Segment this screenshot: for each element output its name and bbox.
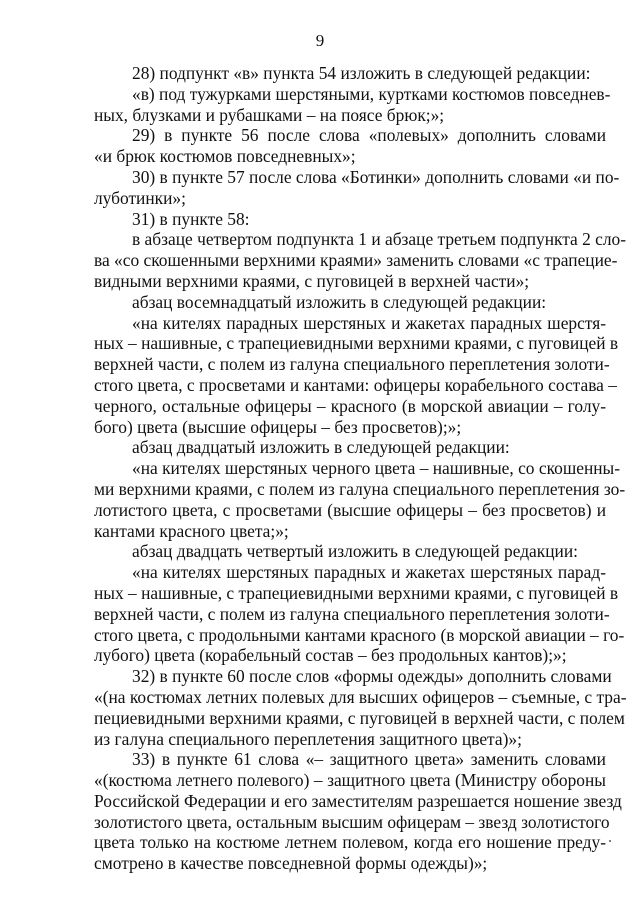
text-line: ных, блузками и рубашками – на поясе брюк;»; (94, 104, 445, 125)
text-line: видными верхними краями, с пуговицей в верхней части»; (94, 270, 530, 291)
scan-speck (609, 840, 611, 842)
text-line: «на кителях парадных шерстяных и жакетах парадных шерстя- (132, 312, 606, 333)
text-line: «(на костюмах летних полевых для высших офицеров – съемные, с тра- (94, 686, 627, 707)
text-line: кантами красного цвета;»; (94, 520, 289, 541)
text-line: «на кителях шерстяных парадных и жакетах шерстяных парад- (132, 562, 606, 583)
text-line: ми верхними краями, с полем из галуна специального переплетения зо- (94, 478, 626, 499)
text-line: стого цвета, с продольными кантами красного (в морской авиации – го- (94, 624, 625, 645)
text-line: «на кителях шерстяных черного цвета – нашивные, со скошенны- (132, 458, 621, 479)
text-line: бого) цвета (высшие офицеры – без просветов);»; (94, 416, 462, 437)
text-line: верхней части, с полем из галуна специального переплетения золоти- (94, 603, 610, 624)
document-body (94, 63, 627, 874)
text-line: смотрено в качестве повседневной формы одежды)»; (94, 853, 488, 874)
text-line: «и брюк костюмов повседневных»; (94, 146, 356, 167)
text-line: стого цвета, с просветами и кантами: офицеры корабельного состава – (94, 374, 617, 395)
text-line: пециевидными верхними краями, с пуговицей в верхней части, с полем (94, 707, 625, 728)
page-number: 9 (315, 31, 325, 50)
text-line: абзац восемнадцатый изложить в следующей редакции: (132, 291, 547, 312)
text-line: в абзаце четвертом подпункта 1 и абзаце третьем подпункта 2 сло- (132, 229, 627, 250)
text-line: лубого) цвета (корабельный состав – без продольных кантов);»; (94, 645, 567, 666)
text-line: черного, остальные офицеры – красного (в морской авиации – голу- (94, 395, 606, 416)
text-line: 28) подпункт «в» пункта 54 изложить в следующей редакции: (132, 63, 591, 83)
text-line: Российской Федерации и его заместителям разрешается ношение звезд (94, 790, 622, 811)
text-line: 29) в пункте 56 после слова «полевых» дополнить словами (132, 125, 606, 146)
text-line: «(костюма летнего полевого) – защитного цвета (Министру обороны (94, 770, 606, 791)
text-line: верхней части, с полем из галуна специального переплетения золоти- (94, 354, 610, 375)
text-line: «в) под тужурками шерстяными, куртками костюмов повседнев- (132, 83, 611, 104)
text-line: абзац двадцать четвертый изложить в следующей редакции: (132, 541, 578, 562)
text-line: лотистого цвета, с просветами (высшие офицеры – без просветов) и (94, 499, 606, 520)
text-line: 30) в пункте 57 после слова «Ботинки» дополнить словами «и по- (132, 166, 620, 187)
text-line: абзац двадцатый изложить в следующей редакции: (132, 437, 510, 458)
text-line: 32) в пункте 60 после слов «формы одежды» дополнить словами (132, 666, 612, 687)
text-line: ных – нашивные, с трапециевидными верхними краями, с пуговицей в (94, 333, 619, 354)
text-line: цвета только на костюме летнем полевом, когда его ношение преду- (94, 832, 606, 853)
text-line: 31) в пункте 58: (132, 208, 250, 229)
text-line: 33) в пункте 61 слова «– защитного цвета» заменить словами (132, 749, 606, 770)
text-line: ных – нашивные, с трапециевидными верхними краями, с пуговицей в (94, 582, 619, 603)
text-line: ва «со скошенными верхними краями» заменить словами «с трапецие- (94, 250, 618, 271)
text-line: луботинки»; (94, 187, 186, 208)
text-line: из галуна специального переплетения защитного цвета)»; (94, 728, 522, 749)
text-line: золотистого цвета, остальным высшим офицерам – звезд золотистого (94, 811, 610, 832)
